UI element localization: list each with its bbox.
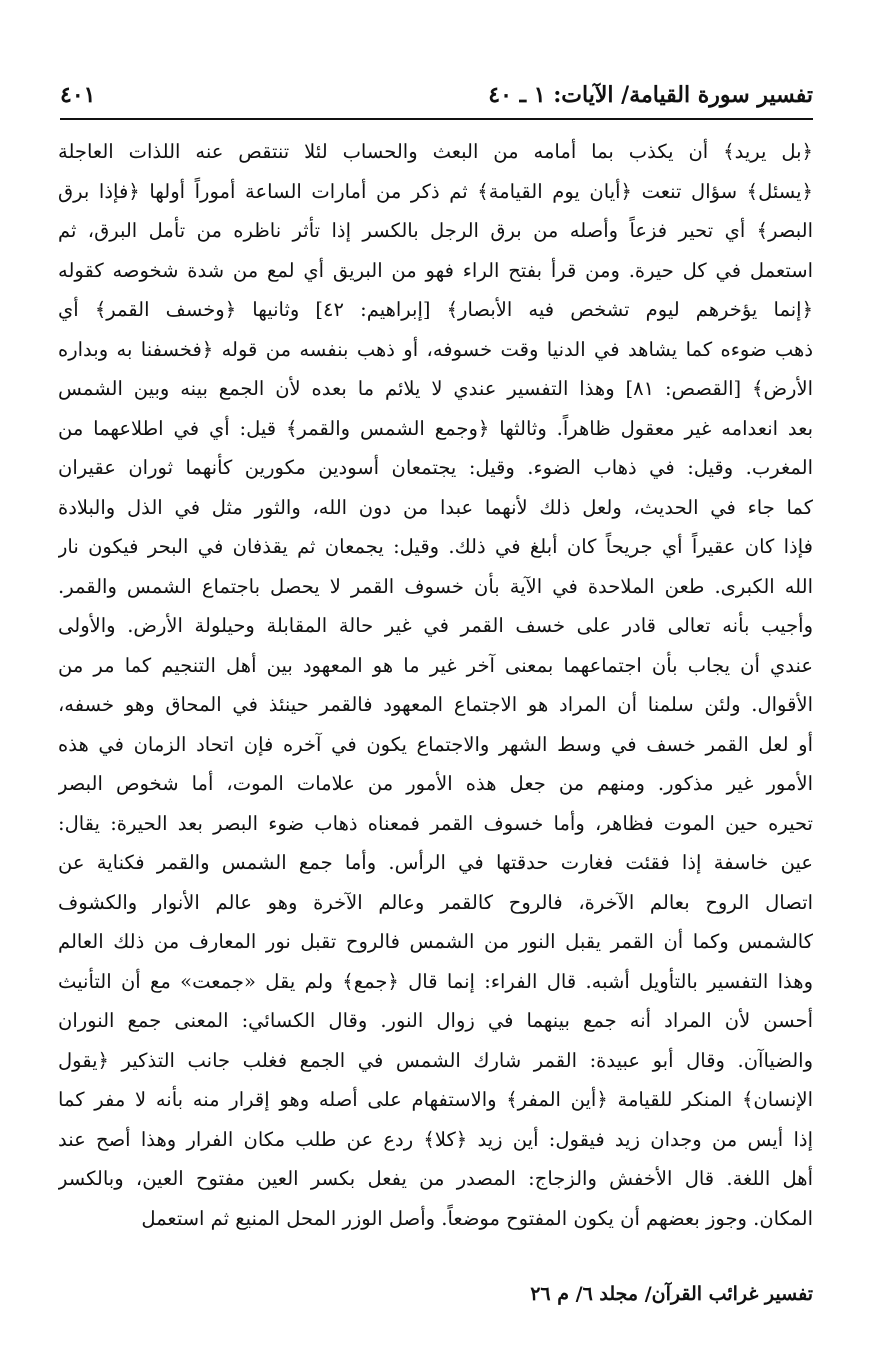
text-line: الأقوال. ولئن سلمنا أن المراد هو الاجتماع المعهود فالقمر حينئذ في المحاق وهو خسفه، bbox=[58, 693, 813, 716]
text-line: والضياآن. وقال أبو عبيدة: القمر شارك الشمس في الجمع فغلب جانب التذكير ﴿يقول bbox=[58, 1048, 813, 1072]
text-line: تحيره حين الموت فظاهر، وأما خسوف القمر فمعناه ذهاب ضوء البصر بعد الحيرة: يقال: bbox=[58, 811, 813, 835]
text-line: إذا أيس من وجدان زيد فيقول: أين زيد ﴿كلا﴾ ردع عن طلب مكان الفرار وهذا أصح عند bbox=[58, 1127, 813, 1151]
text-line: المغرب. وقيل: في ذهاب الضوء. وقيل: يجتمعان أسودين مكورين كأنهما ثوران عقيران bbox=[58, 456, 813, 479]
text-line: الأرض﴾ [القصص: ٨١] وهذا التفسير عندي لا يلائم ما بعده لأن الجمع بينه وبين الشمس bbox=[58, 377, 813, 400]
footer-signature: تفسير غرائب القرآن/ مجلد ٦/ م ٢٦ bbox=[530, 1283, 813, 1305]
page-header bbox=[60, 78, 813, 120]
text-line: كما جاء في الحديث، ولعل ذلك لأنهما عبدا من دون الله، والثور مثل في الذل والبلادة bbox=[58, 495, 813, 519]
text-line: عين خاسفة إذا فقئت فغارت حدقتها في الرأس. وأما جمع الشمس والقمر فكناية عن bbox=[58, 851, 813, 874]
text-line: كالشمس وكما أن القمر يقبل النور من الشمس فالروح تقبل نور المعارف من ذلك العالم bbox=[58, 930, 813, 953]
text-line: اتصال الروح بعالم الآخرة، فالروح كالقمر وعالم الآخرة وهو عالم الأنوار والكشوف bbox=[58, 890, 813, 914]
text-line: بعد انعدامه غير معقول ظاهراً. وثالثها ﴿وجمع الشمس والقمر﴾ قيل: أي في اطلاعهما من bbox=[58, 416, 813, 440]
text-line: البصر﴾ أي تحير فزعاً وأصله من برق الرجل بالكسر إذا تأثر ناظره من تأمل البرق، ثم bbox=[58, 219, 813, 242]
page-number: ٤٠١ bbox=[60, 82, 96, 108]
text-line: ﴿إنما يؤخرهم ليوم تشخص فيه الأبصار﴾ [إبراهيم: ٤٢] وثانيها ﴿وخسف القمر﴾ أي bbox=[58, 298, 813, 321]
text-line: ﴿بل يريد﴾ أن يكذب بما أمامه من البعث والحساب لئلا تنتقص عنه اللذات العاجلة bbox=[58, 140, 813, 163]
text-line: ﴿يسئل﴾ سؤال تنعت ﴿أيان يوم القيامة﴾ ثم ذكر من أمارات الساعة أموراً أولها ﴿فإذا برق bbox=[58, 179, 813, 203]
text-line: وهذا التفسير بالتأويل أشبه. قال الفراء: إنما قال ﴿جمع﴾ ولم يقل «جمعت» مع أن التأنيث bbox=[58, 969, 813, 993]
text-line: أو لعل القمر خسف في وسط الشهر والاجتماع يكون في آخره فإن اتحاد الزمان في هذه bbox=[58, 732, 813, 756]
body-text bbox=[58, 132, 813, 1238]
text-line: أهل اللغة. قال الأخفش والزجاج: المصدر من يفعل بكسر العين مفتوح العين، وبالكسر bbox=[58, 1167, 813, 1190]
text-line: الله الكبرى. طعن الملاحدة في الآية بأن خسوف القمر لا يحصل باجتماع الشمس والقمر. bbox=[58, 574, 813, 598]
text-line: المكان. وجوز بعضهم أن يكون المفتوح موضعاً. وأصل الوزر المحل المنيع ثم استعمل bbox=[141, 1206, 813, 1230]
text-line: عندي أن يجاب بأن اجتماعهما بمعنى آخر غير ما هو المعهود بين أهل التنجيم كما مر من bbox=[58, 653, 813, 677]
text-line: الأمور غير مذكور. ومنهم من جعل هذه الأمور من علامات الموت، أما شخوص البصر bbox=[58, 772, 813, 795]
text-line: استعمل في كل حيرة. ومن قرأ بفتح الراء فهو من البريق أي لمع من شدة شخوصه كقوله bbox=[58, 258, 813, 282]
text-line: فإذا كان عقيراً أي جريحاً كان أبلغ في ذلك. وقيل: يجمعان ثم يقذفان في البحر فيكون نار bbox=[58, 535, 813, 558]
text-line: الإنسان﴾ المنكر للقيامة ﴿أين المفر﴾ والاستفهام على أصله وهو إقرار منه بأنه لا مفر كما bbox=[58, 1088, 813, 1111]
text-line: وأجيب بأنه تعالى قادر على خسف القمر في غير حالة المقابلة وحيلولة الأرض. والأولى bbox=[58, 614, 813, 637]
text-line: أحسن لأن المراد أنه جمع بينهما في زوال النور. وقال الكسائي: المعنى جمع النوران bbox=[58, 1009, 813, 1032]
text-line: ذهب ضوءه كما يشاهد في الدنيا وقت خسوفه، أو ذهب بنفسه من قوله ﴿فخسفنا به وبداره bbox=[58, 337, 813, 361]
running-title: تفسير سورة القيامة/ الآيات: ١ ـ ٤٠ bbox=[488, 82, 813, 108]
